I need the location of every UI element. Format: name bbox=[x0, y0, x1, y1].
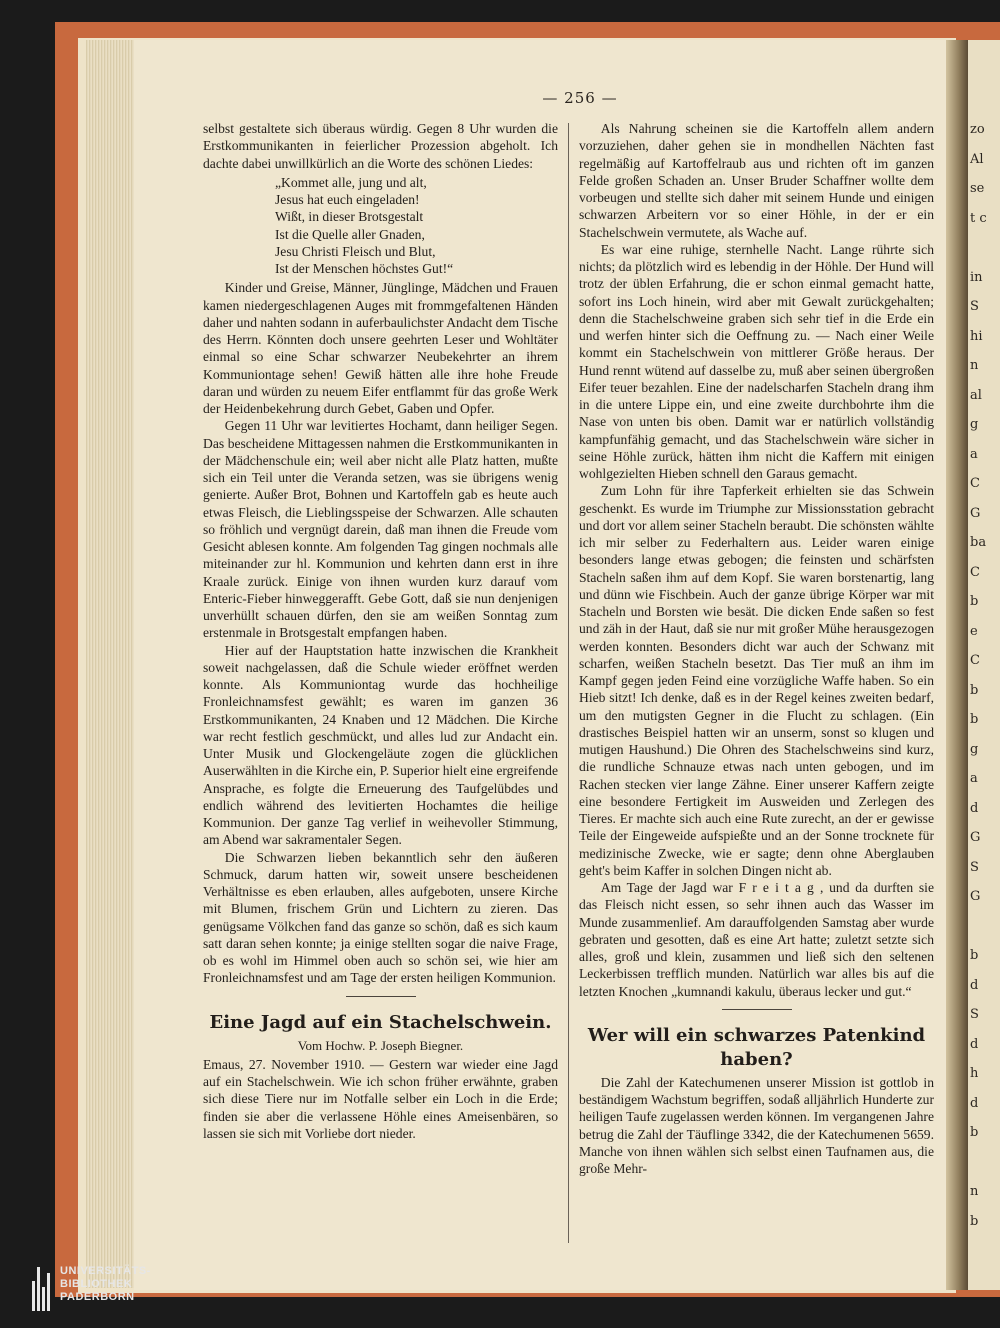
paragraph: Kinder und Greise, Männer, Jünglinge, Mädchen und Frauen kamen niedergeschlagenen Auges mit frommgefaltenen Händen daher und nahten sodann in auferbaulichster Andacht dem Tische des Herrn. Könnten doch unsere geehrten Leser und Wohltäter einmal so eine Schar schwarzer Neubekehrter an ihrem Kommuniontage sehen! Gewiß hätten alle ihre hohe Freude daran und würden zu neuem Eifer entflammt für das große Werk der Heidenbekehrung durch Gebet, Gaben und Opfer. bbox=[203, 280, 558, 416]
verse-line: Jesu Christi Fleisch und Blut, bbox=[275, 243, 436, 259]
text-run: , und da durften sie das Fleisch nicht essen, so sehr ihnen auch das Wasser im Munde zusammenlief. Am darauffolgenden Samstag aber wurde gebraten und gesotten, daß es eine Art hatte; zuletzt setzte sich alles, groß und klein, zusammen und ließ sich den seltenen Leckerbissen trefflich munden. Natürlich war alles bis auf die letzten Knochen „kumnandi kakulu, überaus lecker und gut.“ bbox=[579, 880, 934, 999]
next-page-fragment: d bbox=[970, 977, 979, 993]
paragraph: Es war eine ruhige, sternhelle Nacht. Lange rührte sich nichts; da plötzlich wird es lebendig in der Höhle. Der Hund will trotz der üblen Erfahrung, die er schon einmal gemacht hatte, sofort ins Loch hinein, wird aber mit Gewalt zurückgehalten; denn die Stachelschweine graben sich sehr tief in die Erde ein und werfen hinter sich die Oeffnung zu. — Nach einer Weile kommt ein Stachelschwein von mittlerer Größe heraus. Der Hund rennt wütend auf dasselbe zu, muß aber seinen übergroßen Eifer teuer bezahlen. Eine der nadelscharfen Stacheln drang ihm in die untere Lippe ein, und eine zweite durchbohrte ihm die Nase von unten bis oben. Damit war er natürlich vollständig kampfunfähig gemacht, und das Stachelschwein wäre sicher in seine Höhle zurück, hätten ihm nicht die Kaffern mit einigen wohlgezielten Hieben schnell den Garaus gemacht. bbox=[579, 241, 934, 481]
paragraph bbox=[579, 879, 934, 1000]
paragraph: Hier auf der Hauptstation hatte inzwischen die Krankheit soweit nachgelassen, daß die Schule wieder eröffnet werden konnte. Als Kommuniontag wurde das hochheilige Fronleichnamsfest gewählt; es waren im ganzen 36 Erstkommunikanten, 24 Knaben und 12 Mädchen. Die Kirche war recht festlich geschmückt, und alles lud zur Andacht ein. Unter Musik und Glockengeläute zogen die glücklichen Auserwählten in die Kirche ein, P. Superior hielt eine ergreifende Ansprache, es folgte die Erneuerung des Taufgelübdes und endlich während des levitierten Hochamtes die heilige Kommunion. Der ganze Tag verlief in weihevoller Stimmung, am Abend war sakramentaler Segen. bbox=[203, 642, 558, 848]
article-heading: Wer will ein schwarzes Patenkind haben? bbox=[587, 1024, 926, 1070]
section-rule bbox=[722, 1009, 792, 1010]
logo-text bbox=[60, 1265, 151, 1304]
next-page-fragment: h bbox=[970, 1066, 979, 1081]
next-page-fragment: C bbox=[970, 564, 980, 580]
next-page-fragment: hi bbox=[970, 328, 983, 344]
next-page-fragment: se bbox=[970, 181, 985, 196]
text-run: Am Tage der Jagd war bbox=[600, 880, 739, 895]
left-column bbox=[203, 120, 558, 1142]
logo-line: BIBLIOTHEK bbox=[60, 1278, 133, 1290]
next-page-fragment: n bbox=[970, 1184, 979, 1199]
next-page-fragment: b bbox=[970, 1213, 979, 1229]
next-page-fragment: g bbox=[970, 741, 979, 757]
section-rule bbox=[346, 996, 416, 997]
next-page-fragment: b bbox=[970, 1125, 979, 1140]
next-page-fragment: C bbox=[970, 476, 980, 491]
next-page-fragment: ba bbox=[970, 535, 987, 550]
next-page-fragment: a bbox=[970, 446, 978, 462]
next-page-fragment: b bbox=[970, 712, 979, 727]
next-page-fragment: S bbox=[970, 859, 979, 875]
verse-line: Ist die Quelle aller Gnaden, bbox=[275, 226, 425, 242]
next-page-fragment: n bbox=[970, 358, 979, 373]
logo-line: UNIVERSITÄTS- bbox=[60, 1265, 151, 1277]
next-page-fragment: G bbox=[970, 505, 981, 521]
verse-line: Ist der Menschen höchstes Gut!“ bbox=[275, 261, 454, 276]
paragraph: Die Zahl der Katechumenen unserer Mission ist gottlob in beständigem Wachstum begriffen, sodaß alljährlich Hunderte zur heiligen Taufe zugelassen werden können. Im vergangenen Jahre betrug die Zahl der Täuflinge 3342, die der Katechumenen 5659. Manche von ihnen wählen sich selbst einen Taufnamen aus, die große Mehr- bbox=[579, 1074, 934, 1176]
next-page-fragment: S bbox=[970, 1007, 979, 1022]
book-gutter bbox=[946, 40, 968, 1290]
paragraph: selbst gestaltete sich überaus würdig. Gegen 8 Uhr wurden die Erstkommunikanten in feierlicher Prozession abgeholt. Ich dachte dabei unwillkürlich an die Worte des schönen Liedes: bbox=[203, 121, 558, 171]
next-page-fragment: b bbox=[970, 948, 979, 963]
next-page-fragment: G bbox=[970, 830, 981, 845]
page-number: — 256 — bbox=[542, 89, 618, 107]
logo-bars-icon bbox=[32, 1267, 52, 1311]
page-edges bbox=[86, 40, 134, 1288]
paragraph: Die Schwarzen lieben bekanntlich sehr den äußeren Schmuck, darum hatten wir, soweit unsere bescheidenen Verhältnisse es eben erlauben, alles aufgeboten, unsere Kirche mit Blumen, frischem Grün und Lichtern zu zieren. Das genügsame Völkchen fand das ganze so schön, daß es sich kaum satt daran sehen konnte; ja einige stellten sogar die naive Frage, ob es wohl im Himmel oben auch so schön sei, wie hier am Fronleichnamsfest und am Tage der ersten heiligen Kommunion. bbox=[203, 849, 558, 986]
next-page-fragment: S bbox=[970, 299, 979, 314]
logo-line: PADERBORN bbox=[60, 1291, 135, 1303]
next-page-fragment: b bbox=[970, 594, 979, 609]
next-page-fragment: e bbox=[970, 623, 978, 639]
hymn-verse bbox=[275, 174, 558, 278]
next-page-fragment: g bbox=[970, 417, 979, 432]
right-column bbox=[579, 120, 934, 1177]
verse-line: Wißt, in dieser Brotsgestalt bbox=[275, 209, 424, 225]
spaced-word: Freitag bbox=[738, 880, 820, 895]
next-page-fragment: zo bbox=[970, 122, 985, 137]
verse-line: „Kommet alle, jung und alt, bbox=[275, 174, 427, 190]
next-page-fragment: in bbox=[970, 269, 983, 285]
next-page-fragment: b bbox=[970, 682, 979, 698]
next-page-fragment: d bbox=[970, 800, 979, 816]
paragraph: Gegen 11 Uhr war levitiertes Hochamt, dann heiliger Segen. Das bescheidene Mittagessen nahmen die Erstkommunikanten in der Mädchenschule ein; weil aber nicht alle Platz hatten, mußte sich ein Teil unter die Veranda setzen, was sie übrigens wenig genierte. Außer Brot, Bohnen und Kartoffeln gab es heute auch etwas Fleisch, die Lieblingsspeise der Schwarzen. Alle schauten so fröhlich und vergnügt darein, daß man ihnen die Freude vom Gesicht ablesen konnte. Am folgenden Tag gingen nochmals alle miteinander zur hl. Kommunion und kehrten dann erst in ihre Kraale zurück. Einige von ihnen wurden kurz darauf vom Enteric-Fieber hinweggerafft. Gebe Gott, daß sie nun denjenigen unverhüllt schauen dürfen, den sie am weißen Sonntag zum erstenmale in Brotsgestalt empfangen haben. bbox=[203, 418, 558, 641]
verse-line: Jesus hat euch eingeladen! bbox=[275, 192, 420, 207]
column-divider bbox=[568, 123, 569, 1243]
next-page-fragment: t c bbox=[970, 210, 987, 226]
next-page-fragment: C bbox=[970, 653, 980, 668]
next-page-fragment: G bbox=[970, 889, 981, 904]
next-page-fragment: Al bbox=[970, 151, 984, 167]
next-page-fragment: d bbox=[970, 1095, 979, 1111]
article-heading: Eine Jagd auf ein Stachelschwein. bbox=[209, 1011, 552, 1033]
paragraph: Zum Lohn für ihre Tapferkeit erhielten sie das Schwein geschenkt. Es wurde im Triumphe zur Missionsstation gebracht und dort vor allem seiner Stacheln beraubt. Die schönsten wählte ich mir selber zu Federhaltern aus. Leider waren einige besonders lange etwas gebogen; die feinsten und schärfsten Stacheln saßen ihm auf dem Kopf. Sie waren borstenartig, lang und dünn wie Fischbein. Auch der ganze übrige Körper war mit Stacheln und Borsten wie besät. Die dicken Ende saßen so fest und zäh in der Haut, daß sie nur mit großer Mühe herausgezogen werden konnten. Besonders dicht war auch der Schwanz mit scharfen, weißen Stacheln besetzt. Das Tier muß an ihm im Kampf gegen jeden Feind eine vorzügliche Waffe haben. So ein Hieb sitzt! Ich denke, daß es in der Regel keines zweiten bedarf, um den mutigsten Gegner in die Flucht zu schlagen. (Ein drastisches Beispiel hatten wir an unserm, sonst so klugen und mutigen Haushund.) Die Ohren des Stachelschweins sind kurz, die rundliche Schnauze etwas nach unten gebogen, und im Rachen stecken vier lange Zähne. Einer unserer Kaffern zeigte eine besondere Fertigkeit im Ausweiden und Zerlegen des Tieres. Er machte sich auch eine Rute zurecht, an der er gewisse Teile der Eingeweide aufspießte und an der Sonne trocknete für medizinische Zwecke, wie er sagte; denn ohne Aberglauben geht's beim Kaffer in solchen Dingen nicht ab. bbox=[579, 483, 934, 878]
paragraph: Emaus, 27. November 1910. — Gestern war wieder eine Jagd auf ein Stachelschwein. Wie ich schon früher erwähnte, graben sich diese Tiere nur im Notfalle selber ein Loch in die Erde; finden sie aber die verlassene Höhle eines Ameisenbären, so lassen sie sich mit Vorliebe dort nieder. bbox=[203, 1056, 558, 1141]
next-page-fragment: al bbox=[970, 387, 982, 403]
article-author: Vom Hochw. P. Joseph Biegner. bbox=[297, 1037, 464, 1053]
next-page-fragment: a bbox=[970, 771, 978, 786]
paragraph: Als Nahrung scheinen sie die Kartoffeln allem andern vorzuziehen, daher gehen sie in mondhellen Nächten fast regelmäßig auf Kartoffelraub aus und richten oft im ganzen Felde großen Schaden an. Unser Bruder Schaffner wollte dem vorbeugen und stellte sich daher mit seinem Hunde und einigen schwarzen Arbeitern vor so einer Höhle, in der er ein Stachelschwein vermutete, als Wache auf. bbox=[579, 121, 934, 240]
next-page-fragment: d bbox=[970, 1036, 979, 1052]
next-page-edge bbox=[968, 40, 1000, 1290]
